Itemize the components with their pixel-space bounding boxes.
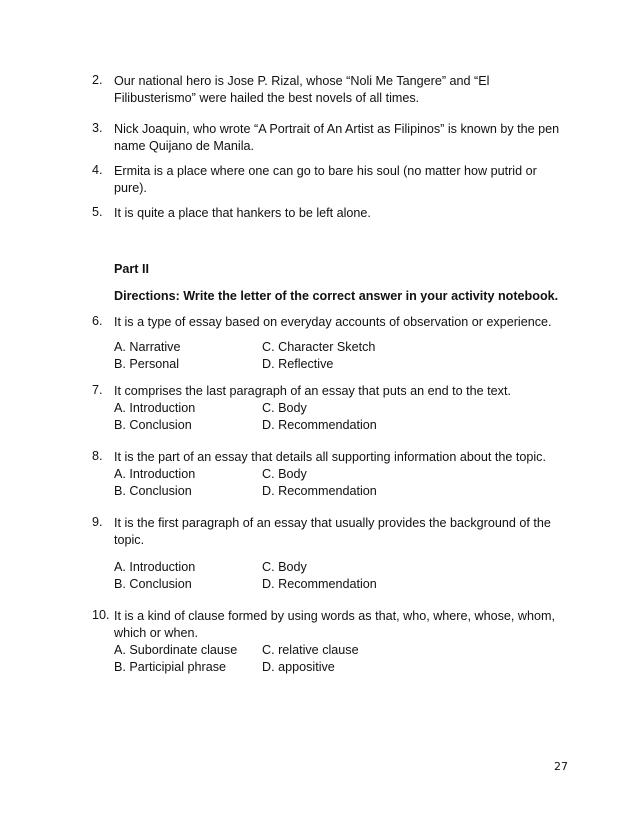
option-b: B. Conclusion <box>114 484 192 498</box>
question-number: 6. <box>92 314 103 328</box>
option-c: C. Body <box>262 560 307 574</box>
answer-options <box>114 400 534 434</box>
question-item <box>92 608 572 642</box>
question-text: It is a kind of clause formed by using words as that, who, where, whose, whom, which or when. <box>114 609 555 640</box>
item-text: Nick Joaquin, who wrote “A Portrait of An Artist as Filipinos” is known by the pen name Quijano de Manila. <box>114 122 560 153</box>
question-text: It is the first paragraph of an essay that usually provides the background of the topic. <box>114 516 551 547</box>
item-number: 3. <box>92 121 103 135</box>
option-c: C. Body <box>262 467 307 481</box>
section-title: Part II <box>114 262 149 276</box>
option-d: D. Reflective <box>262 357 334 371</box>
answer-options <box>114 466 534 500</box>
question-text: It is a type of essay based on everyday accounts of observation or experience. <box>114 315 552 329</box>
question-item <box>92 383 572 400</box>
list-item <box>92 121 572 155</box>
answer-options <box>114 642 534 676</box>
item-text: Our national hero is Jose P. Rizal, whose “Noli Me Tangere” and “El Filibusterismo” were hailed the best novels of all times. <box>114 74 490 105</box>
option-b: B. Conclusion <box>114 577 192 591</box>
item-number: 2. <box>92 73 103 87</box>
option-a: A. Narrative <box>114 340 181 354</box>
option-d: D. Recommendation <box>262 577 377 591</box>
question-item <box>92 449 572 466</box>
list-item <box>92 205 572 222</box>
option-b: B. Personal <box>114 357 180 371</box>
page-number: 27 <box>554 760 568 773</box>
option-b: B. Participial phrase <box>114 660 226 674</box>
question-item <box>92 515 572 549</box>
option-a: A. Subordinate clause <box>114 643 238 657</box>
answer-options <box>114 339 534 373</box>
option-c: C. Body <box>262 401 307 415</box>
option-c: C. relative clause <box>262 643 359 657</box>
item-number: 5. <box>92 205 103 219</box>
option-a: A. Introduction <box>114 467 196 481</box>
option-c: C. Character Sketch <box>262 340 376 354</box>
question-number: 7. <box>92 383 103 397</box>
option-d: D. Recommendation <box>262 484 377 498</box>
item-text: Ermita is a place where one can go to bare his soul (no matter how putrid or pure). <box>114 164 537 195</box>
option-b: B. Conclusion <box>114 418 192 432</box>
answer-options <box>114 559 534 593</box>
option-d: D. appositive <box>262 660 335 674</box>
question-text: It is the part of an essay that details all supporting information about the topic. <box>114 450 546 464</box>
item-number: 4. <box>92 163 103 177</box>
option-a: A. Introduction <box>114 560 196 574</box>
question-number: 8. <box>92 449 103 463</box>
question-number: 9. <box>92 515 103 529</box>
list-item <box>92 73 572 107</box>
option-d: D. Recommendation <box>262 418 377 432</box>
question-text: It comprises the last paragraph of an essay that puts an end to the text. <box>114 384 511 398</box>
list-item <box>92 163 572 197</box>
directions-text: Directions: Write the letter of the correct answer in your activity notebook. <box>114 289 559 303</box>
option-a: A. Introduction <box>114 401 196 415</box>
question-number: 10. <box>92 608 110 622</box>
item-text: It is quite a place that hankers to be left alone. <box>114 206 371 220</box>
question-item <box>92 314 572 331</box>
